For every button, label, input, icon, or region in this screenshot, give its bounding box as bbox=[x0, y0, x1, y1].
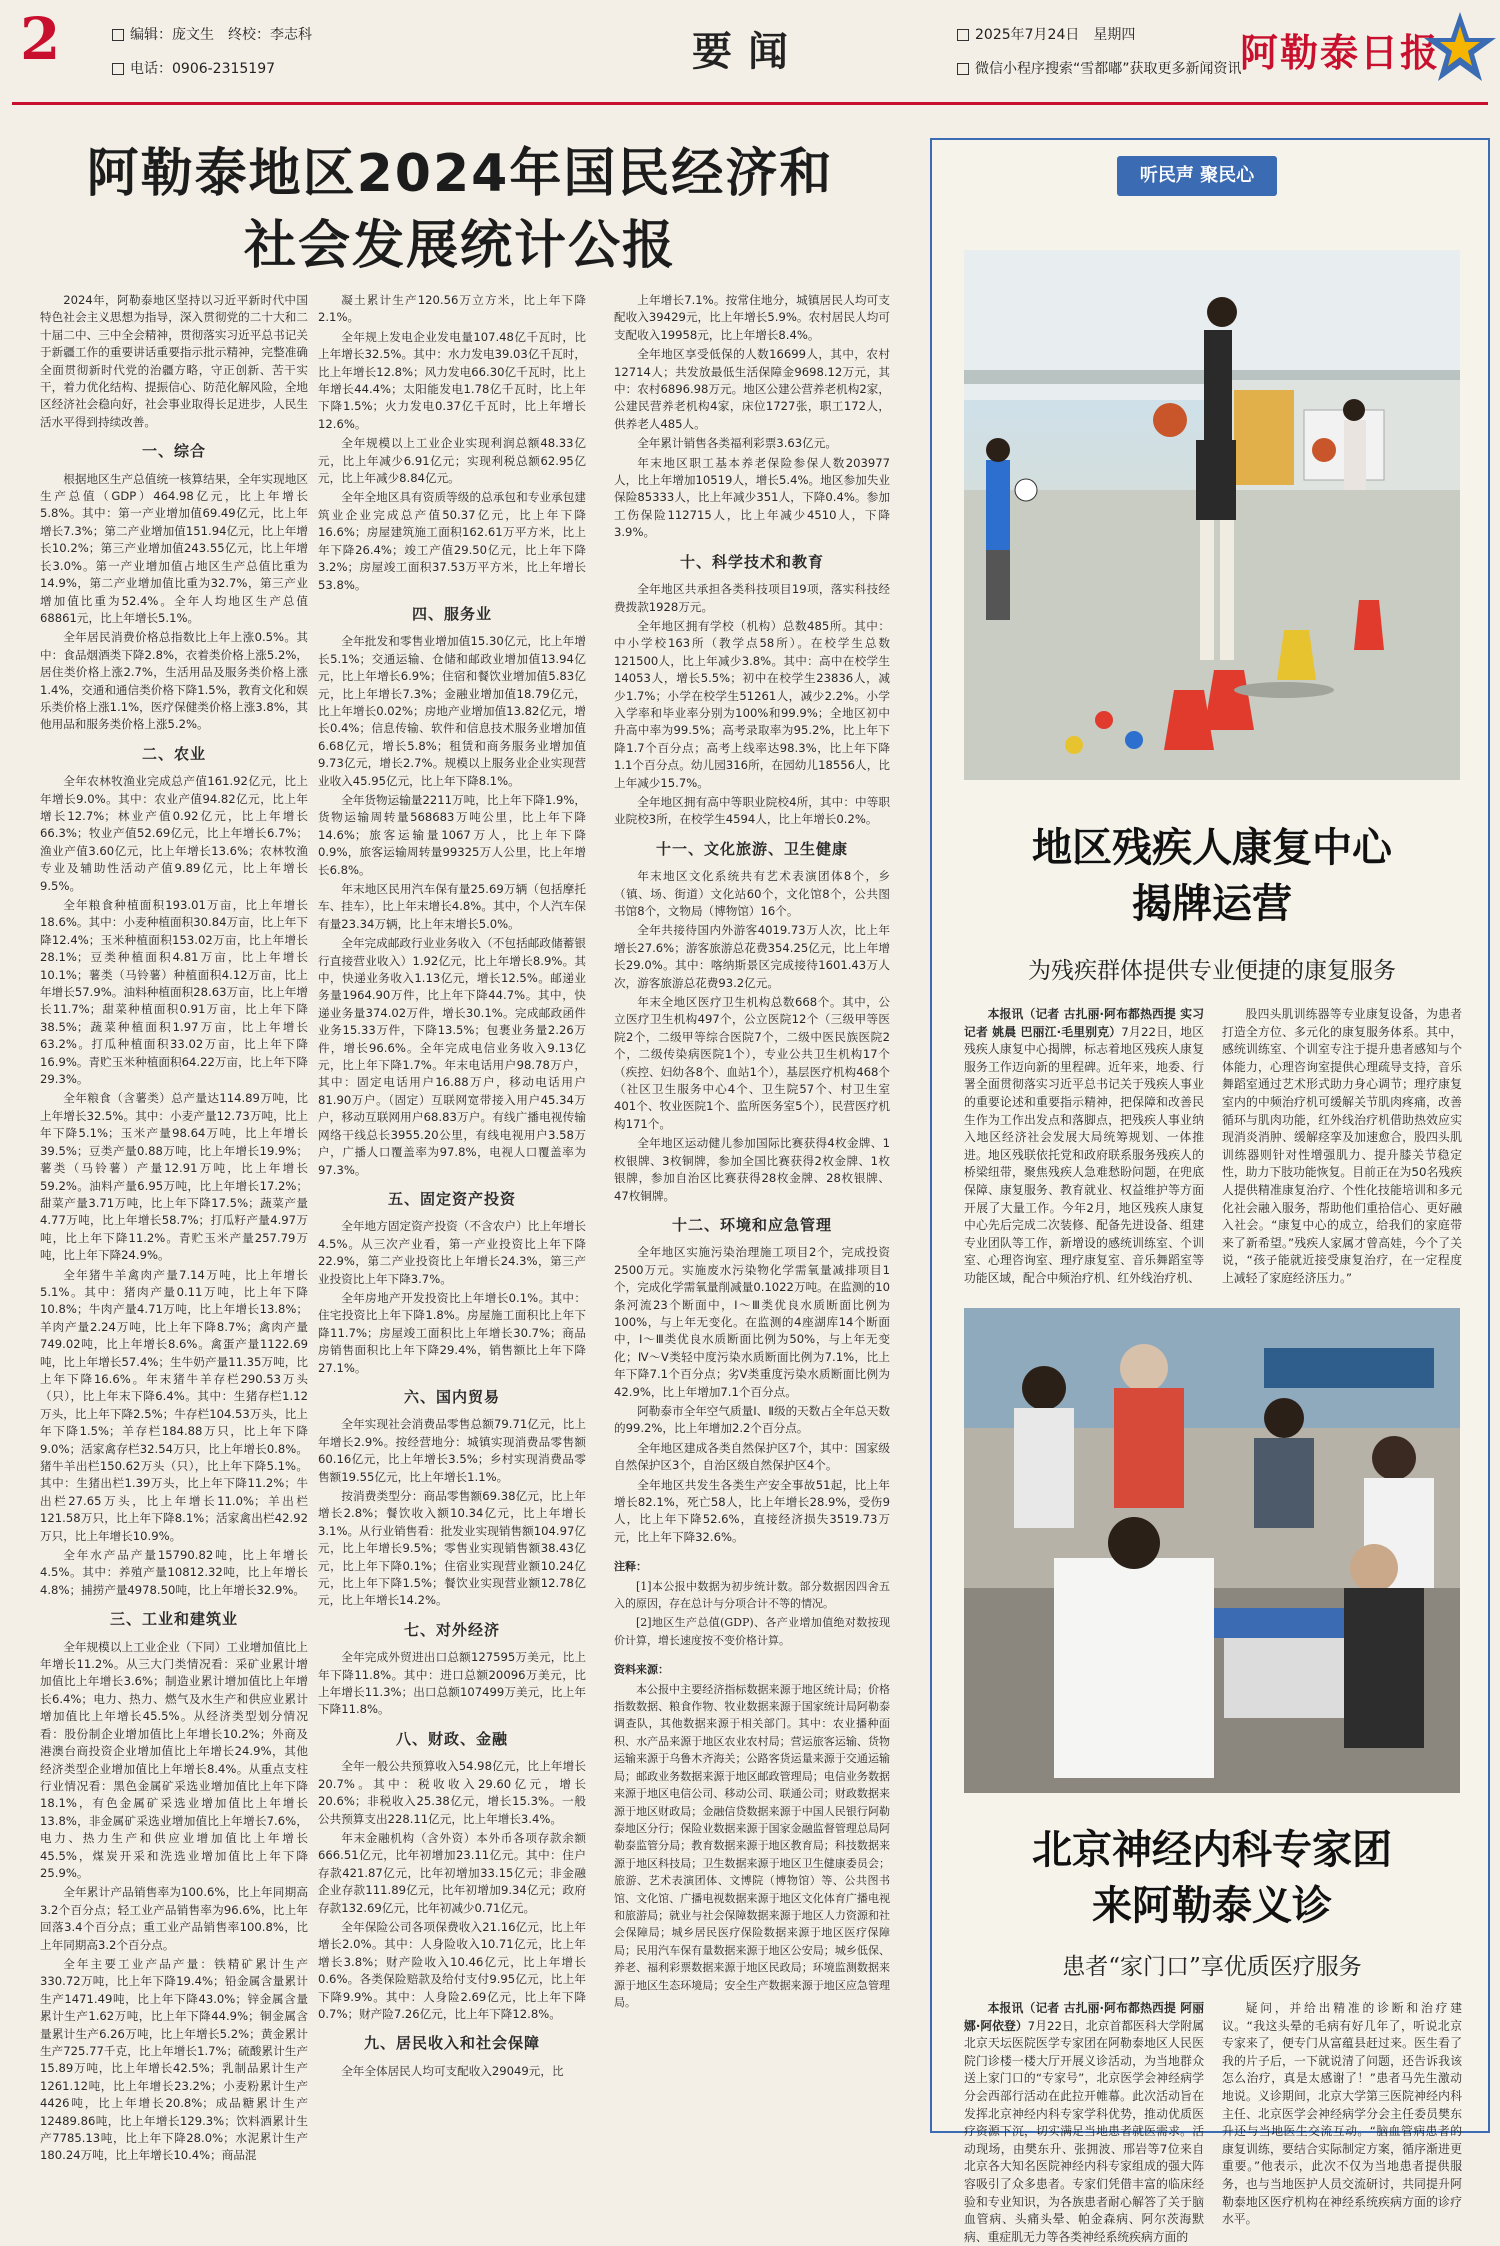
title-line-2: 来阿勒泰义诊 bbox=[1092, 1882, 1332, 1929]
paragraph: 全年一般公共预算收入54.98亿元，比上年增长20.7%。其中：税收收入29.60亿元，增长20.6%；非税收入25.38亿元，增长15.3%。一般公共预算支出228.11亿元，比上年增长3.4%。 bbox=[318, 1759, 586, 1826]
title-line-2: 揭牌运营 bbox=[1132, 880, 1292, 927]
editor-line: 编辑：庞文生 终校：李志科 bbox=[130, 27, 312, 43]
paragraph: 全年地区实施污染治理施工项目2个，完成投资2500万元。实施废水污染物化学需氧量减排项目1个，完成化学需氧量削减量0.1022万吨。在监测的10条河流23个断面中，Ⅰ～Ⅲ类优良水质断面比例为100%，与上年无变化。在监测的4座湖库14个断面中，Ⅰ～Ⅲ类优良水质断面比例为50%，与上年无变化；Ⅳ～Ⅴ类轻中度污染水质断面比例为7.1%，比上年下降7.1个百分点；劣Ⅴ类重度污染水质断面比例为42.9%，比上年增加7.1个百分点。 bbox=[614, 1245, 890, 1399]
checkbox-icon bbox=[957, 29, 969, 41]
section-heading: 十、科学技术和教育 bbox=[679, 552, 824, 571]
article-2-column-right bbox=[1222, 2000, 1462, 2227]
checkbox-icon bbox=[112, 63, 124, 75]
section-heading: 三、工业和建筑业 bbox=[109, 1610, 238, 1629]
paragraph: 年末地区文化系统共有艺术表演团体8个，乡（镇、场、街道）文化站60个，文化馆8个，公共图书馆8个，文物局（博物馆）16个。 bbox=[614, 869, 890, 918]
wechat-line: 微信小程序搜索“雪都嘟”获取更多新闻资讯 bbox=[975, 61, 1242, 77]
rehab-scene-illustration bbox=[964, 250, 1460, 780]
section-heading: 一、综合 bbox=[141, 442, 206, 461]
paragraph: 全年规上发电企业发电量107.48亿千瓦时，比上年增长32.5%。其中：水力发电39.03亿千瓦时，比上年增长12.8%；风力发电66.30亿千瓦时，比上年增长44.4%；太阳能发电1.78亿千瓦时，比上年下降1.5%；火力发电0.37亿千瓦时，比上年增长12.6%。 bbox=[318, 329, 586, 431]
section-heading: 十二、环境和应急管理 bbox=[671, 1215, 832, 1234]
clinic-photo bbox=[964, 1308, 1460, 1793]
paragraph: 全年居民消费价格总指数比上年上涨0.5%。其中：食品烟酒类下降2.8%，衣着类价格上涨5.2%，居住类价格上涨2.7%，生活用品及服务类价格上涨1.4%，交通和通信类价格下降1.5%，教育文化和娱乐类价格上涨1.1%，医疗保健类价格上涨3.8%，其他用品和服务类价格上涨5.2%。 bbox=[40, 630, 308, 732]
masthead-meta bbox=[112, 18, 312, 86]
paragraph: 年末全地区医疗卫生机构总数668个。其中，公立医疗卫生机构497个，公立医院12个（三级甲等医院2个，二级甲等综合医院7个，二级中医民族医院2个，二级传染病医院1个），专业公共卫生机构17个（疾控、妇幼各8个、血站1个），基层医疗机构468个（社区卫生服务中心4个、卫生院57个、村卫生室401个、牧业医院1个、监所医务室5个），民营医疗机构171个。 bbox=[614, 995, 890, 1131]
section-heading: 二、农业 bbox=[141, 744, 206, 763]
title-line-2: 社会发展统计公报 bbox=[243, 216, 676, 276]
paragraph: 全年累计产品销售率为100.6%，比上年同期高3.2个百分点；轻工业产品销售率为96.6%，比上年回落3.4个百分点；重工业产品销售率100.8%，比上年同期高3.2个百分点。 bbox=[40, 1885, 308, 1952]
masthead bbox=[12, 0, 1488, 105]
paragraph: 全年水产品产量15790.82吨，比上年增长4.5%。其中：养殖产量10812.32吨，比上年增长4.8%；捕捞产量4978.50吨，比上年增长32.9%。 bbox=[40, 1548, 308, 1597]
paragraph: 全年地区运动健儿参加国际比赛获得4枚金牌、1枚银牌、3枚铜牌，参加全国比赛获得2枚金牌、1枚银牌，参加自治区比赛获得28枚金牌、28枚银牌、47枚铜牌。 bbox=[614, 1136, 890, 1203]
article-1-column-right bbox=[1222, 1006, 1462, 1296]
paragraph: 全年地区拥有学校（机构）总数485所。其中：中小学校163所（教学点58所）。在校学生总数121500人，比上年减少3.8%。其中：高中在校学生14053人，增长5.5%；初中在校学生23836人，减少1.7%；小学在校学生51261人，减少2.2%。小学入学率和毕业率分别为100%和99.9%；全地区初中升高中率为99.5%；高考录取率为95.2%，比上年下降1.7个百分点；高考上线率达98.3%，比上年下降1.1个百分点。幼儿园316所，在园幼儿18556人，比上年减少15.7%。 bbox=[614, 618, 890, 790]
title-line-1: 阿勒泰地区2024年国民经济和 bbox=[86, 144, 834, 204]
article-2-body-right: 疑问，并给出精准的诊断和治疗建议。“我这头晕的毛病有好几年了，听说北京专家来了，便专门从富蕴县赶过来。医生看了我的片子后，一下就说清了问题，还告诉我该怎么治疗，真是太感谢了！”患者马先生激动地说。义诊期间，北京大学第三医院神经内科主任、北京医学会神经病学分会主任委员樊东升还与当地医生交流互动。“脑血管病患者的康复训练，要结合实际制定方案，循序渐进更重要。”他表示，此次不仅为当地患者提供服务，也与当地医护人员交流研讨，共同提升阿勒泰地区医疗机构在神经系统疾病方面的诊疗水平。 bbox=[1222, 2001, 1462, 2227]
paragraph: 全年实现社会消费品零售总额79.71亿元，比上年增长2.9%。按经营地分：城镇实现消费品零售额60.16亿元，比上年增长3.5%；乡村实现消费品零售额19.55亿元，比上年增长1.1%。 bbox=[318, 1417, 586, 1484]
paragraph: 全年规模以上工业企业实现利润总额48.33亿元，比上年减少6.91亿元；实现利税总额62.95亿元，比上年减少8.84亿元。 bbox=[318, 436, 586, 486]
byline: 本报讯（记者 古扎丽·阿布都热西提 阿丽娜·阿依登） bbox=[964, 2001, 1204, 2033]
paragraph: 全年批发和零售业增加值15.30亿元，比上年增长5.1%；交通运输、仓储和邮政业增加值13.94亿元，比上年增长6.9%；住宿和餐饮业增加值5.83亿元，比上年增长7.3%；金融业增加值18.79亿元，比上年增长0.02%；房地产业增加值13.82亿元，增长0.4%；信息传输、软件和信息技术服务业增加值6.68亿元，增长5.8%；租赁和商务服务业增加值9.73亿元，增长2.7%。规模以上服务业企业实现营业收入45.95亿元，比上年下降8.1%。 bbox=[318, 634, 586, 788]
paragraph: 全年地区共承担各类科技项目19项，落实科技经费拨款1928万元。 bbox=[614, 582, 890, 614]
article-title bbox=[40, 138, 880, 282]
rehab-center-photo bbox=[964, 250, 1460, 780]
article-column-3 bbox=[614, 292, 890, 2128]
paragraph: 阿勒泰市全年空气质量Ⅰ、Ⅱ级的天数占全年总天数的99.2%，比上年增加2.2个百分点。 bbox=[614, 1403, 890, 1436]
paragraph: 按消费类型分：商品零售额69.38亿元，比上年增长2.8%；餐饮收入额10.34亿元，比上年增长3.1%。从行业销售看：批发业实现销售额104.97亿元，比上年增长9.5%；零售业实现销售额38.43亿元，比上年下降0.1%；住宿业实现营业额10.24亿元，比上年下降1.5%；餐饮业实现营业额12.78亿元，比上年增长14.2%。 bbox=[318, 1489, 586, 1608]
article-column-2 bbox=[318, 292, 586, 2128]
article-1-body-right: 股四头肌训练器等专业康复设备，为患者打造全方位、多元化的康复服务体系。其中，感统训练室、个训室专注于提升患者感知与个体能力，心理咨询室提供心理疏导支持，音乐舞蹈室通过艺术形式助力身心调节；理疗康复室内的中频治疗机可缓解关节肌肉疼痛，改善循环与肌肉功能，红外线治疗机借助热效应实现消炎消肿、缓解痉挛及加速愈合，股四头肌训练器则针对性增强肌力、提升膝关节稳定性，助力下肢功能恢复。目前正在为50名残疾人提供精准康复治疗、个性化技能培训和多元化社会融入服务，帮助他们重拾信心、更好融入社会。“康复中心的成立，给我们的家庭带来了新希望。”残疾人家属才曾高娃，今个了关说，“孩子能就近接受康复治疗，在一定程度上减轻了家庭经济压力。” bbox=[1222, 1007, 1462, 1285]
article-1-title bbox=[932, 820, 1492, 932]
note-2: [2]地区生产总值(GDP)、各产业增加值绝对数按现价计算，增长速度按不变价格计算。 bbox=[614, 1616, 890, 1647]
paragraph: 全年地区建成各类自然保护区7个，其中：国家级自然保护区3个，自治区级自然保护区4个。 bbox=[614, 1440, 890, 1473]
paragraph: 全年粮食种植面积193.01万亩，比上年增长18.6%。其中：小麦种植面积30.84万亩，比上年下降12.4%；玉米种植面积153.02万亩，比上年增长28.1%；豆类种植面积4.81万亩，比上年增长10.1%；薯类（马铃薯）种植面积4.12万亩，比上年增长57.9%。油料种植面积28.63万亩，比上年增长11.7%；甜菜种植面积0.91万亩，比上年下降38.5%；蔬菜种植面积1.97万亩，比上年增长63.2%。打瓜种植面积33.02万亩，比上年下降16.9%。青贮玉米种植面积64.22万亩，比上年下降29.3%。 bbox=[40, 898, 308, 1087]
article-2-title bbox=[932, 1822, 1492, 1934]
section-heading: 四、服务业 bbox=[411, 604, 492, 623]
paragraph: 2024年，阿勒泰地区坚持以习近平新时代中国特色社会主义思想为指导，深入贯彻党的二十大和二十届二中、三中全会精神，贯彻落实习近平总书记关于新疆工作的重要讲话重要指示批示精神，完整准确全面贯彻新时代党的治疆方略，守正创新、苦干实干，着力优化结构、提振信心、防范化解风险，全地区经济社会稳向好，社会事业取得长足进步，人民生活水平得到持续改善。 bbox=[40, 293, 308, 429]
paragraph: 全年规模以上工业企业（下同）工业增加值比上年增长11.2%。从三大门类情况看：采矿业累计增加值比上年增长3.6%；制造业累计增加值比上年增长6.4%；电力、热力、燃气及水生产和供应业累计增加值比上年增长45.5%。从经济类型划分情况看：股份制企业增加值比上年增长10.2%；外商及港澳台商投资企业增加值比上年增长24.9%，其他经济类型企业增加值比上年增长8.4%。从重点支柱行业情况看：黑色金属矿采选业增加值比上年下降18.1%，有色金属矿采选业增加值比上年增长13.8%，非金属矿采选业增加值比上年增长7.6%，电力、热力生产和供应业增加值比上年增长45.5%，煤炭开采和洗选业增加值比上年下降25.9%。 bbox=[40, 1639, 308, 1880]
issue-date: 2025年7月24日 星期四 bbox=[975, 27, 1136, 43]
section-heading: 十一、文化旅游、卫生健康 bbox=[655, 839, 848, 858]
section-heading: 七、对外经济 bbox=[403, 1620, 500, 1639]
paragraph: 全年货物运输量2211万吨，比上年下降1.9%，货物运输周转量568683万吨公里，比上年下降14.6%；旅客运输量1067万人，比上年下降0.9%，旅客运输周转量99325万人公里，比上年增长6.8%。 bbox=[318, 792, 586, 877]
paragraph: 全年房地产开发投资比上年增长0.1%。其中：住宅投资比上年下降1.8%。房屋施工面积比上年下降11.7%；房屋竣工面积比上年增长30.7%；商品房销售面积比上年下降29.4%，销售额比上年下降27.1%。 bbox=[318, 1290, 586, 1375]
paragraph: 全年地方固定资产投资（不含农户）比上年增长4.5%。从三次产业看，第一产业投资比上年下降22.9%，第二产业投资比上年增长24.3%，第三产业投资比上年下降3.7%。 bbox=[318, 1219, 586, 1286]
column-tag: 听民声 聚民心 bbox=[1117, 156, 1277, 196]
paragraph: 根据地区生产总值统一核算结果，全年实现地区生产总值（GDP）464.98亿元，比上年增长5.8%。其中：第一产业增加值69.49亿元，比上年增长7.3%；第二产业增加值151.94亿元，比上年增长10.2%；第三产业增加值243.55亿元，比上年增长3.0%。第一产业增加值占地区生产总值比重为14.9%，第二产业增加值比重为32.7%，第三产业增加值比重为52.4%。全年人均地区生产总值68861元，比上年增长5.1%。 bbox=[40, 471, 308, 625]
clinic-scene-illustration bbox=[964, 1308, 1460, 1793]
byline: 本报讯（记者 古扎丽·阿布都热西提 实习记者 姚晨 巴丽江·毛里别克） bbox=[964, 1007, 1204, 1039]
body-text: 7月22日，地区残疾人康复中心揭牌，标志着地区残疾人康复服务工作迈向新的里程碑。近年来，地委、行署全面贯彻落实习近平总书记关于残疾人事业的重要论述和重要指示精神，把保障和改善民生作为工作出发点和落脚点，把残疾人事业纳入地区经济社会发展大局统筹规划、一体推进。地区残联依托党和政府联系服务残疾人的桥梁纽带，聚焦残疾人急难愁盼问题，在兜底保障、康复服务、教育就业、权益维护等方面开展了大量工作。今年2月，地区残疾人康复中心先后完成二次装修、配备先进设备、组建专业团队等工作，新增设的感统训练室、个训室、心理咨询室、理疗康复室、音乐舞蹈室等功能区域，配合中频治疗机、红外线治疗机、 bbox=[964, 1024, 1204, 1285]
sources-heading: 资料来源： bbox=[614, 1663, 669, 1677]
article-1-column-left bbox=[964, 1006, 1204, 1296]
title-line-1: 地区残疾人康复中心 bbox=[1032, 824, 1392, 871]
paragraph: 全年地区拥有高中等职业院校4所，其中：中等职业院校3所，在校学生4594人，比上年增长0.2%。 bbox=[614, 794, 890, 827]
phone-line: 电话：0906-2315197 bbox=[130, 61, 276, 77]
paragraph: 全年地区共发生各类生产安全事故51起，比上年增长82.1%，死亡58人，比上年增长28.9%，受伤9人，比上年下降52.6%，直接经济损失3519.73万元，比上年下降32.6%。 bbox=[614, 1477, 890, 1544]
paragraph: 全年完成外贸进出口总额127595万美元，比上年下降11.8%。其中：进口总额20096万美元，比上年增长11.3%；出口总额107499万美元，比上年下降11.8%。 bbox=[318, 1650, 586, 1717]
sources-text: 本公报中主要经济指标数据来源于地区统计局；价格指数数据、粮食作物、牧业数据来源于国家统计局阿勒泰调查队，其他数据来源于相关部门。其中：农业播种面积、水产品来源于地区农业农村局；营运旅客运输、货物运输来源于乌鲁木齐海关；公路客货运量来源于交通运输局；邮政业务数据来源于地区邮政管理局；电信业务数据来源于地区电信公司、移动公司、联通公司；财政数据来源于地区财政局；金融信贷数据来源于中国人民银行阿勒泰地区分行；保险业数据来源于国家金融监督管理总局阿勒泰监管分局；教育数据来源于地区教育局；科技数据来源于地区科技局；卫生数据来源于地区卫生健康委员会；旅游、艺术表演团体、文博院（博物馆）等、公共图书馆、文化馆、广播电视数据来源于地区文化体育广播电视和旅游局；就业与社会保障数据来源于地区人力资源和社会保障局；城乡居民医疗保险数据来源于地区医疗保障局；民用汽车保有量数据来源于地区公安局；城乡低保、养老、福利彩票数据来源于地区民政局；环境监测数据来源于地区生态环境局；安全生产数据来源于地区应急管理局。 bbox=[614, 1682, 890, 2009]
paragraph: 全年地区享受低保的人数16699人，其中，农村12714人；共发放最低生活保障金9698.12万元，其中：农村6896.98万元。地区公建公营养老机构2家，公建民营养老机构4家，床位1727张，职工172人，供养老人485人。 bbox=[614, 347, 890, 431]
note-1: [1]本公报中数据为初步统计数。部分数据因四舍五入的原因，存在总计与分项合计不等的情况。 bbox=[614, 1579, 890, 1611]
body-text: 7月22日，北京首都医科大学附属北京天坛医院医学专家团在阿勒泰地区人民医院门诊楼一楼大厅开展义诊活动，为当地群众送上家门口的“专家号”，北京医学会神经病学分会西部行活动在此拉开帷幕。此次活动旨在发挥北京神经内科专家学科优势，推动优质医疗资源下沉，切实满足当地患者就医需求。活动现场，由樊东升、张拥波、邢岩等7位来自北京各大知名医院神经内科专家组成的强大阵容吸引了众多患者。专家们凭借丰富的临床经验和专业知识，为各族患者耐心解答了关于脑血管病、头痛头晕、帕金森病、阿尔茨海默病、重症肌无力等各类神经系统疾病方面的 bbox=[964, 2018, 1204, 2244]
paragraph: 全年保险公司各项保费收入21.16亿元，比上年增长2.0%。其中：人身险收入10.71亿元，比上年增长3.8%；财产险收入10.46亿元，比上年增长0.6%。各类保险赔款及给付支付9.95亿元，比上年下降9.9%。其中：人身险2.69亿元，比上年下降0.7%；财产险7.26亿元，比上年下降12.8%。 bbox=[318, 1919, 586, 2021]
article-1-subtitle: 为残疾群体提供专业便捷的康复服务 bbox=[1028, 958, 1396, 984]
article-1-body-left bbox=[964, 1006, 1204, 1288]
section-title: 要闻 bbox=[692, 28, 804, 75]
checkbox-icon bbox=[112, 29, 124, 41]
paragraph: 全年共接待国内外游客4019.73万人次，比上年增长27.6%；游客旅游总花费354.25亿元，比上年增长29.0%。其中：喀纳斯景区完成接待1601.43万人次，游客旅游总花费93.2亿元。 bbox=[614, 923, 890, 990]
article-2-subtitle: 患者“家门口”享优质医疗服务 bbox=[1062, 1954, 1362, 1980]
newspaper-brand: 阿勒泰日报 bbox=[1240, 30, 1441, 75]
paragraph: 年末地区职工基本养老保险参保人数203977人，比上年增加10519人，增长5.4%。地区参加失业保险85333人，比上年减少351人，下降0.4%。参加工伤保险112715人，比上年减少4510人，下降3.9%。 bbox=[614, 455, 890, 540]
star-logo-icon bbox=[1420, 8, 1500, 88]
article-2-body-left bbox=[964, 2000, 1204, 2246]
masthead-date-info bbox=[957, 18, 1242, 86]
checkbox-icon bbox=[957, 63, 969, 75]
article-column-1 bbox=[40, 292, 308, 2163]
title-line-1: 北京神经内科专家团 bbox=[1032, 1826, 1392, 1873]
paragraph: 全年全体居民人均可支配收入29049元，比 bbox=[341, 2063, 564, 2078]
article-2-column-left bbox=[964, 2000, 1204, 2244]
section-heading: 九、居民收入和社会保障 bbox=[363, 2034, 540, 2053]
paragraph: 全年粮食（含薯类）总产量达114.89万吨，比上年增长32.5%。其中：小麦产量12.73万吨，比上年下降5.1%；玉米产量98.64万吨，比上年增长39.5%；豆类产量0.88万吨，比上年增长19.9%；薯类（马铃薯）产量12.91万吨，比上年增长59.2%。油料产量6.95万吨，比上年增长17.2%；甜菜产量3.71万吨，比上年下降17.5%；蔬菜产量4.77万吨，比上年增长58.7%；打瓜籽产量4.97万吨，比上年下降11.2%。青贮玉米产量257.79万吨，比上年下降24.9%。 bbox=[40, 1091, 308, 1263]
paragraph: 全年完成邮政行业业务收入（不包括邮政储蓄银行直接营业收入）1.92亿元，比上年增长8.9%。其中，快递业务收入1.13亿元，增长12.5%。邮递业务量1964.90万件，比上年下降44.7%。其中，快递业务量374.02万件，增长30.1%。完成邮政函件业务15.33万件，下降13.5%；包裹业务量2.26万件，增长96.6%。全年完成电信业务收入9.13亿元，比上年下降1.7%。年末电话用户98.78万户，其中：固定电话用户16.88万户，移动电话用户81.90万户。（固定）互联网宽带接入用户45.34万户，移动互联网用户68.83万户。有线广播电视传输网络干线总长3955.20公里，有线电视用户3.58万户，广播人口覆盖率为97.8%，电视人口覆盖率为97.3%。 bbox=[318, 936, 586, 1177]
paragraph: 年末地区民用汽车保有量25.69万辆（包括摩托车、挂车），比上年末增长4.8%。其中，个人汽车保有量23.34万辆，比上年末增长5.0%。 bbox=[318, 882, 586, 931]
section-heading: 六、国内贸易 bbox=[403, 1387, 500, 1406]
paragraph: 全年猪牛羊禽肉产量7.14万吨，比上年增长5.1%。其中：猪肉产量0.11万吨，比上年下降10.8%；牛肉产量4.71万吨，比上年增长13.8%；羊肉产量2.24万吨，比上年下降8.7%；禽肉产量749.02吨，比上年增长8.6%。禽蛋产量1122.69吨，比上年增长57.4%；生牛奶产量11.35万吨，比上年下降16.6%。年末猪牛羊存栏290.53万头（只），比上年末下降6.4%。其中：生猪存栏1.12万头，比上年下降2.5%；牛存栏104.53万头，比上年下降1.5%；羊存栏184.88万只，比上年下降9.0%；活家禽存栏32.54万只，比上年增长0.8%。猪牛羊出栏150.62万头（只），比上年下降5.1%。其中：生猪出栏1.39万头，比上年下降11.2%；牛出栏27.65万头，比上年增长11.0%；羊出栏121.58万只，比上年下降8.1%；活家禽出栏42.92万只，比上年增长10.9%。 bbox=[40, 1267, 308, 1543]
paragraph: 全年农林牧渔业完成总产值161.92亿元，比上年增长9.0%。其中：农业产值94.82亿元，比上年增长12.7%；林业产值0.92亿元，比上年增长66.3%；牧业产值52.69亿元，比上年增长6.7%；渔业产值3.60亿元，比上年增长13.6%；农林牧渔专业及辅助性活动产值9.89亿元，比上年增长9.5%。 bbox=[40, 774, 308, 893]
section-heading: 五、固定资产投资 bbox=[387, 1189, 516, 1208]
notes-heading: 注释： bbox=[614, 1560, 647, 1574]
paragraph: 全年主要工业产品产量：铁精矿累计生产330.72万吨，比上年下降19.4%；铅金属含量累计生产1471.49吨，比上年下降43.0%；锌金属含量累计生产1.62万吨，比上年下降44.9%；铜金属含量累计生产6.26万吨，比上年增长5.2%；黄金累计生产725.77千克，比上年增长1.7%；硫酸累计生产15.89万吨，比上年增长42.5%；乳制品累计生产1261.12吨，比上年增长23.2%；小麦粉累计生产4426吨，比上年增长20.8%；成品糖累计生产12489.86吨，比上年增长129.3%；饮料酒累计生产7785.13吨，比上年下降28.0%；水泥累计生产180.24万吨，比上年增长10.4%；商品混 bbox=[40, 1956, 308, 2163]
paragraph: 全年全地区具有资质等级的总承包和专业承包建筑业企业完成总产值50.37亿元，比上年下降16.6%；房屋建筑施工面积162.61万平方米，比上年下降26.4%；竣工产值29.50亿元，比上年下降3.2%；房屋竣工面积37.53万平方米，比上年增长53.8%。 bbox=[318, 490, 586, 592]
paragraph: 年末金融机构（含外资）本外币各项存款余额666.51亿元，比年初增加23.11亿元。其中：住户存款421.87亿元，比年初增加33.15亿元；非金融企业存款111.89亿元，比年初增加9.34亿元；政府存款132.69亿元，比年初减少0.71亿元。 bbox=[318, 1830, 586, 1915]
section-heading: 八、财政、金融 bbox=[395, 1729, 508, 1748]
paragraph: 上年增长7.1%。按常住地分，城镇居民人均可支配收入39429元，比上年增长5.9%。农村居民人均可支配收入19958元，比上年增长8.4%。 bbox=[614, 293, 890, 342]
paragraph: 凝土累计生产120.56万立方米，比上年下降2.1%。 bbox=[318, 293, 586, 325]
paragraph: 全年累计销售各类福利彩票3.63亿元。 bbox=[637, 436, 837, 451]
sidebar-panel bbox=[930, 138, 1490, 2244]
page-number: 2 bbox=[20, 5, 61, 73]
